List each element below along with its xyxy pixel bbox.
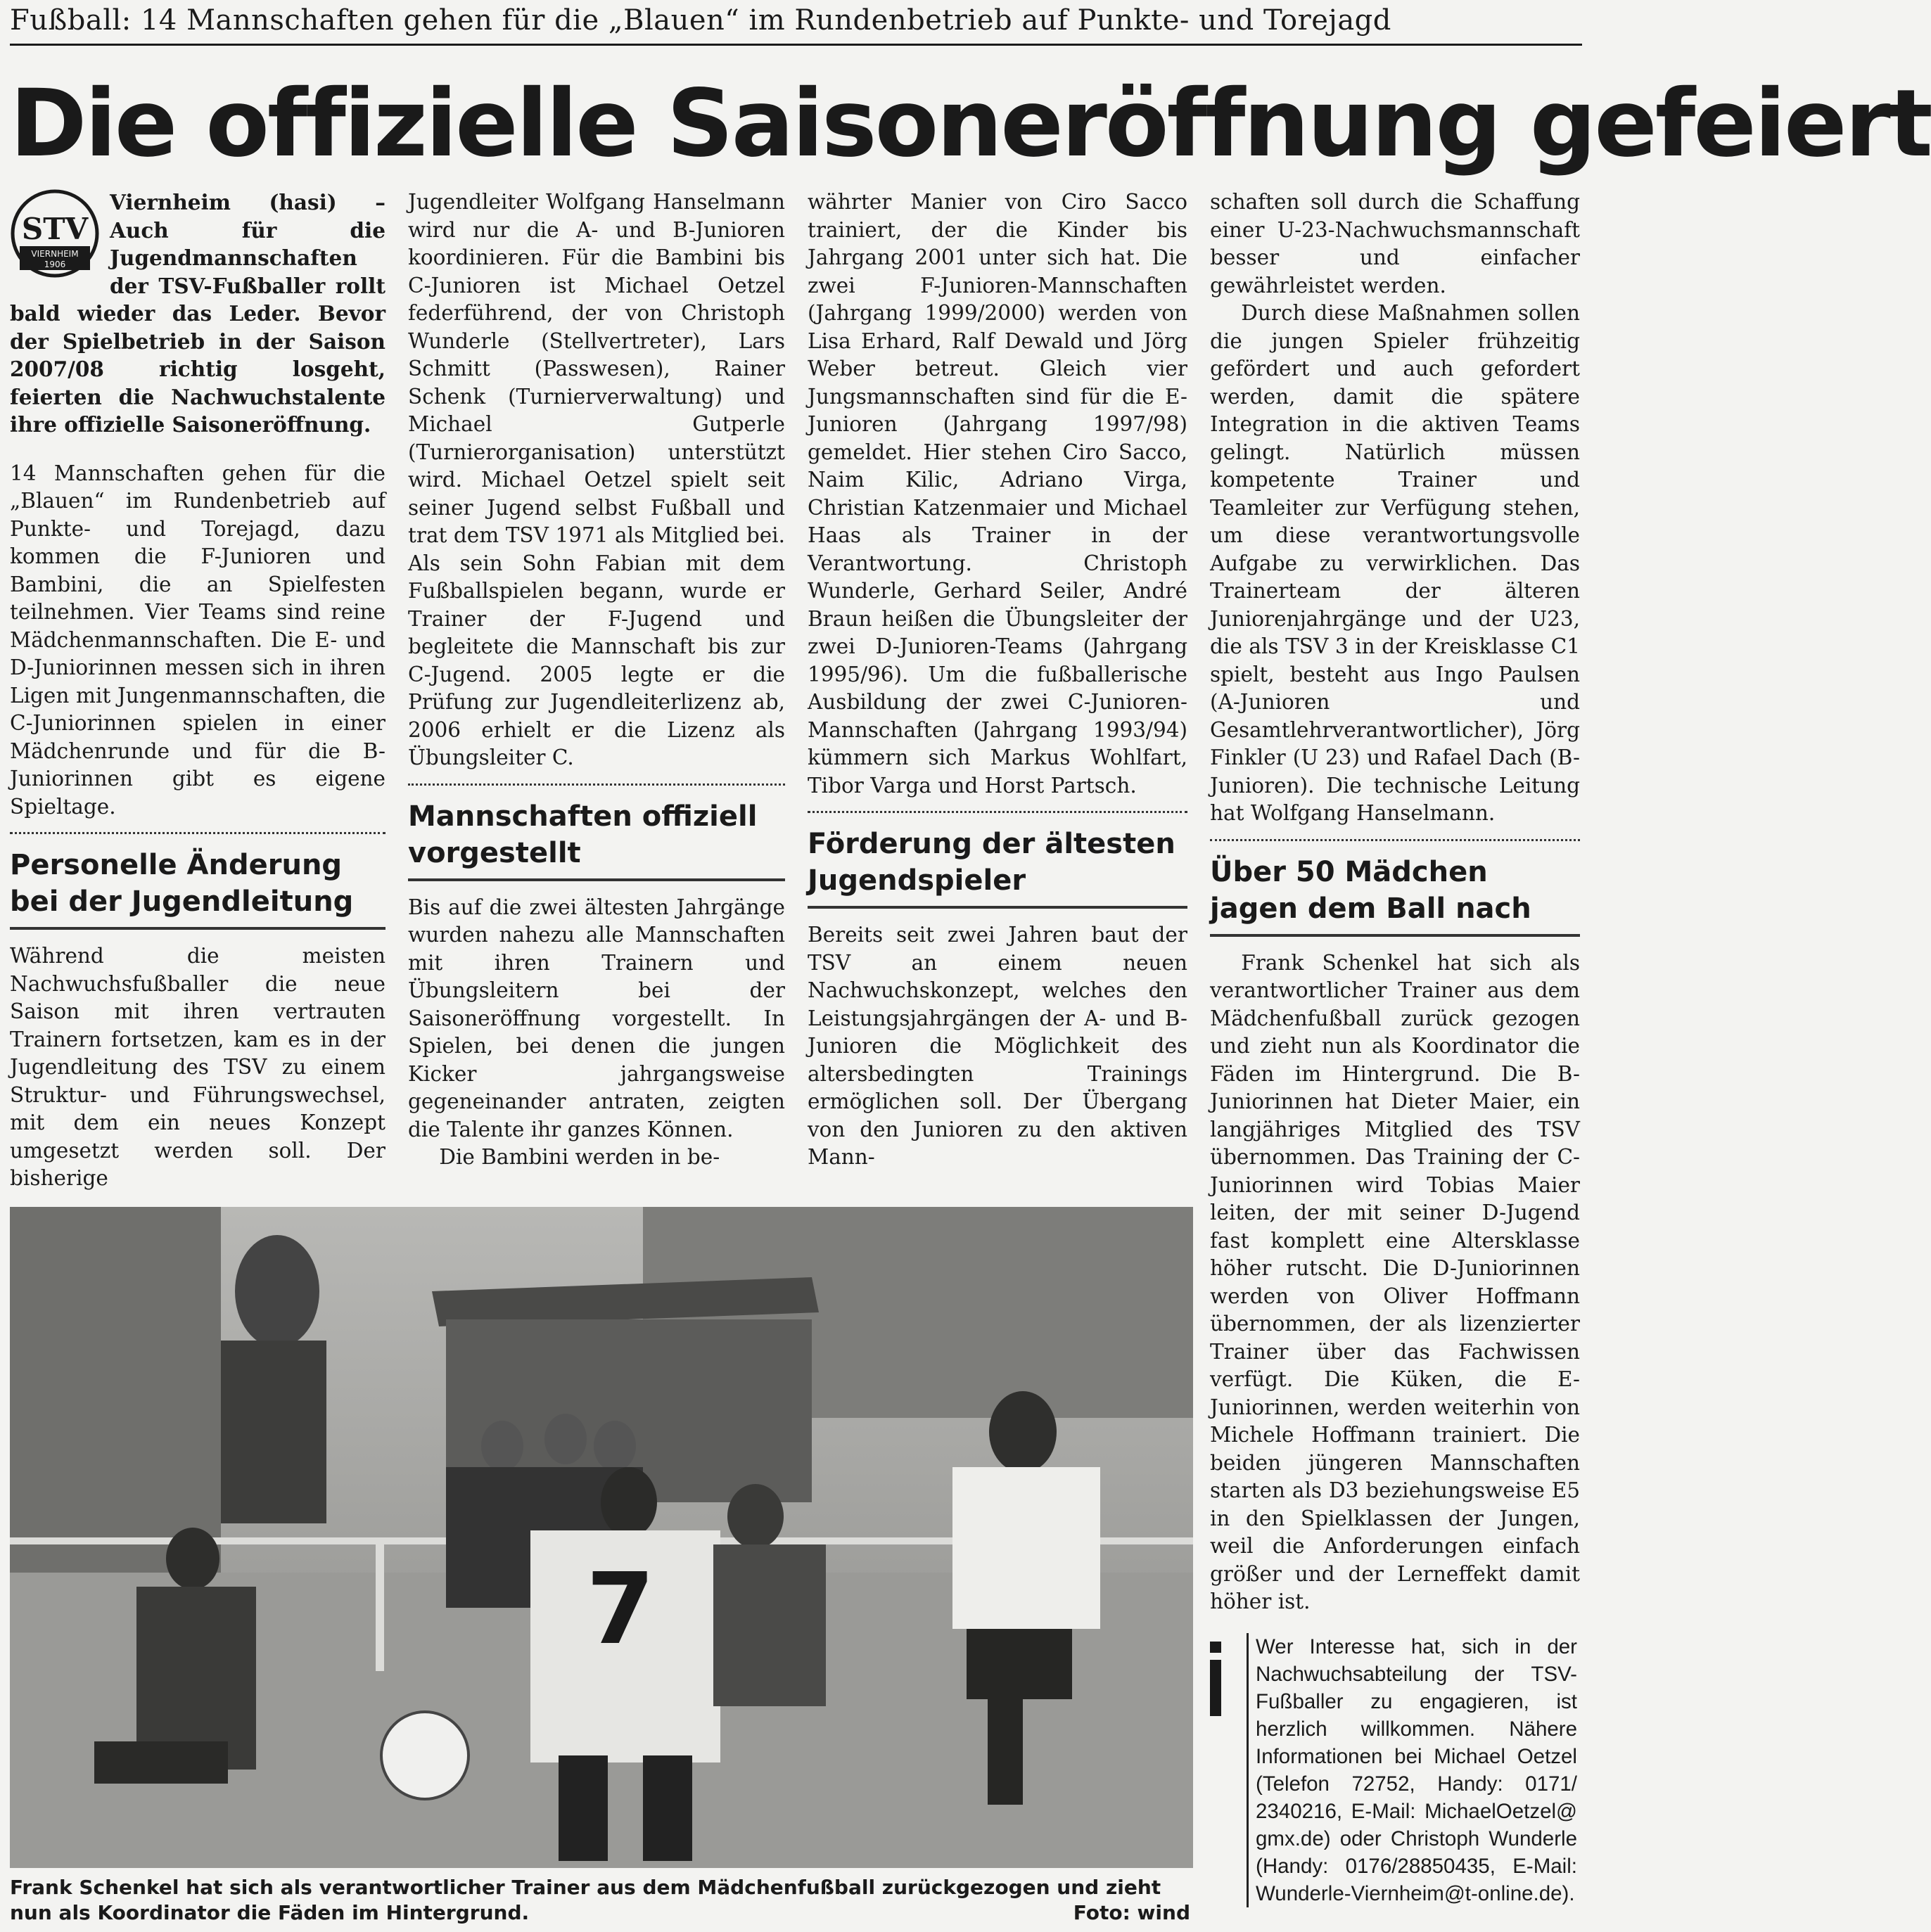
column-1 <box>10 188 385 1193</box>
logo-top: VIERNHEIM <box>31 249 79 259</box>
paragraph: Durch diese Maßnahmen sollen die jungen Spieler frühzeitig gefördert und auch gefordert werden, damit die spätere Integration in die aktiven Teams gelingt. Natürlich müssen kompetente Trainer und Teamleiter zur Verfügung stehen, um diese verantwortungsvolle Aufgabe zu verwirklichen. Das Trainerteam der älteren Juniorenjahrgänge und der U23, die als TSV 3 in der Kreisklasse C1 spielt, besteht aus Ingo Paulsen (A-Junioren und Gesamtlehrverantwortlicher), Jörg Finkler (U 23) und Rafael Dach (B-Junioren). Die technische Leitung hat Wolfgang Hanselmann. <box>1210 301 1580 825</box>
photo-illustration <box>10 1207 1193 1868</box>
subheading-personnel: Personelle Änderung bei der Jugendleitung <box>10 847 385 930</box>
paragraph: Während die meisten Nachwuchsfußballer die neue Saison mit ihren vertrauten Trainern fortsetzen, kam es in der Jugendleitung des TSV zu einem Struktur- und Führungswechsel, mit dem ein neues Konzept umgesetzt werden soll. Der bisherige <box>10 944 385 1190</box>
divider <box>10 832 385 834</box>
soccer-ball <box>381 1712 469 1799</box>
photo-credit: Foto: wind <box>1073 1901 1190 1924</box>
player-right <box>989 1391 1057 1473</box>
match-photo <box>10 1207 1193 1868</box>
photo-caption <box>10 1875 1193 1926</box>
logo-letters: STV <box>21 212 89 246</box>
jersey-number: 7 <box>586 1552 655 1667</box>
logo-year: 1906 <box>44 260 66 269</box>
column-3 <box>808 188 1187 1172</box>
subheading-promotion: Förderung der ältesten Jugendspieler <box>808 826 1187 909</box>
paragraph: Die Bambini werden in be- <box>439 1145 720 1169</box>
paragraph: Jugendleiter Wolfgang Hanselmann wird nur die A- und B-Junioren koordinieren. Für die Bambini bis C-Junioren ist Michael Oetzel federführend, der von Christoph Wunderle (Stellvertreter), Lars Schmitt (Passwesen), Rainer Schenk (Turnierverwaltung) und Michael Gutperle (Turnierorganisation) unterstützt wird. Michael Oetzel spielt seit seiner Jugend selbst Fußball und trat dem TSV 1971 als Mitglied bei. Als sein Sohn Fabian mit dem Fußballspielen begann, wurde er Trainer der F-Jugend und begleitete die Mannschaft bis zur C-Jugend. 2005 legte er die Prüfung zur Jugendleiterlizenz ab, 2006 erhielt er die Lizenz als Übungsleiter C. <box>408 190 785 769</box>
kicker-line: Fußball: 14 Mannschaften gehen für die „Blauen“ im Rundenbetrieb auf Punkte- und Torejagd <box>10 4 1582 46</box>
tsv-logo <box>10 188 100 279</box>
lead-paragraph: Viernheim (hasi) – Auch für die Jugendmannschaften der TSV-Fußballer rollt bald wieder das Leder. Bevor der Spielbetrieb in der Saison 2007/08 richtig losgeht, feierten die Nachwuchstalente ihre offizielle Saisoneröffnung. <box>10 190 385 437</box>
paragraph: Bereits seit zwei Jahren baut der TSV an einem neuen Nachwuchskonzept, welches den Leistungsjahrgängen der A- und B-Junioren die Möglichkeit des altersbedingten Trainings ermöglichen soll. Der Übergang von den Junioren zu den aktiven Mann- <box>808 923 1187 1169</box>
subheading-teams: Mannschaften offiziell vorgestellt <box>408 798 785 881</box>
paragraph: 14 Mannschaften gehen für die „Blauen“ im Rundenbetrieb auf Punkte- und Torejagd, dazu kommen die F-Junioren und Bambini, die an Spielfesten teilnehmen. Vier Teams sind reine Mädchenmannschaften. Die E- und D-Juniorinnen messen sich in ihren Ligen mit Jungenmannschaften, die C-Juniorinnen spielen in einer Mädchenrunde und für die B-Juniorinnen gibt es eigene Spieltage. <box>10 461 385 819</box>
info-text: Wer Interesse hat, sich in der Nachwuchsabteilung der TSV-Fußballer zu engagieren, ist herzlich willkommen. Nähere Informationen bei Michael Oetzel (Telefon 72752, Handy: 0171/ 2340216, E-Mail: MichaelOetzel@ gmx.de) oder Christoph Wunderle (Handy: 0176/28850435, E-Mail: Wunderle-Viernheim@t-online.de). <box>1247 1633 1577 1907</box>
info-box <box>1211 1633 1577 1907</box>
column-4 <box>1210 188 1580 1616</box>
paragraph: Frank Schenkel hat sich als verantwortlicher Trainer aus dem Mädchenfußball zurück gezogen und zieht nun als Koordinator die Fäden im Hintergrund. Die B-Juniorinnen hat Dieter Maier, ein langjähriges Mitglied des TSV übernommen. Das Training der C-Juniorinnen wird Tobias Maier leiten, der mit seiner D-Jugend fast komplett eine Altersklasse höher rutscht. Die D-Juniorinnen werden von Oliver Hoffmann übernommen, der als lizenzierter Trainer über das Fachwissen verfügt. Die Küken, die E-Juniorinnen, werden weiterhin von Michele Hoffmann trainiert. Die beiden jüngeren Mannschaften starten als D3 beziehungsweise E5 in den Spielklassen der Jungen, weil die Anforderungen einfach größer und der Lerneffekt damit höher ist. <box>1210 950 1580 1613</box>
player-goalkeeper <box>166 1528 219 1589</box>
info-icon <box>1202 1636 1230 1720</box>
player-dark <box>727 1484 784 1549</box>
caption-text: Frank Schenkel hat sich als verantwortlicher Trainer aus dem Mädchenfußball zurückgezogen und zieht nun als Koordinator die Fäden im Hintergrund. <box>10 1876 1161 1924</box>
subheading-girls: Über 50 Mädchen jagen dem Ball nach <box>1210 854 1580 937</box>
paragraph: währter Manier von Ciro Sacco trainiert, der die Kinder bis Jahrgang 2001 unter sich hat. Die zwei F-Junioren-Mannschaften (Jahrgang 1999/2000) werden von Lisa Erhard, Ralf Dewald und Jörg Weber betreut. Gleich vier Jungsmannschaften sind für die E-Junioren (Jahrgang 1997/98) gemeldet. Hier stehen Ciro Sacco, Naim Kilic, Adriano Virga, Christian Katzenmaier und Michael Haas als Trainer in der Verantwortung. Christoph Wunderle, Gerhard Seiler, André Braun heißen die Übungsleiter der zwei D-Junioren-Teams (Jahrgang 1995/96). Um die fußballerische Ausbildung der zwei C-Junioren-Mannschaften (Jahrgang 1993/94) kümmern sich Markus Wohlfart, Tibor Varga und Horst Partsch. <box>808 190 1187 798</box>
tree-trunk <box>10 1207 221 1573</box>
divider <box>408 783 785 786</box>
divider <box>808 811 1187 813</box>
paragraph: schaften soll durch die Schaffung einer U-23-Nachwuchsmannschaft besser und einfacher gewährleistet werden. <box>1210 190 1580 298</box>
player-seven <box>601 1467 657 1537</box>
column-2 <box>408 188 785 1172</box>
headline: Die offizielle Saisoneröffnung gefeiert <box>10 70 1931 178</box>
divider <box>1210 839 1580 841</box>
paragraph: Bis auf die zwei ältesten Jahrgänge wurden nahezu alle Mannschaften mit ihren Trainern und Übungsleitern bei der Saisoneröffnung vorgestellt. In Spielen, bei denen die jungen Kicker jahrgangsweise gegeneinander antraten, zeigten die Talente ihr ganzes Können. <box>408 895 785 1141</box>
